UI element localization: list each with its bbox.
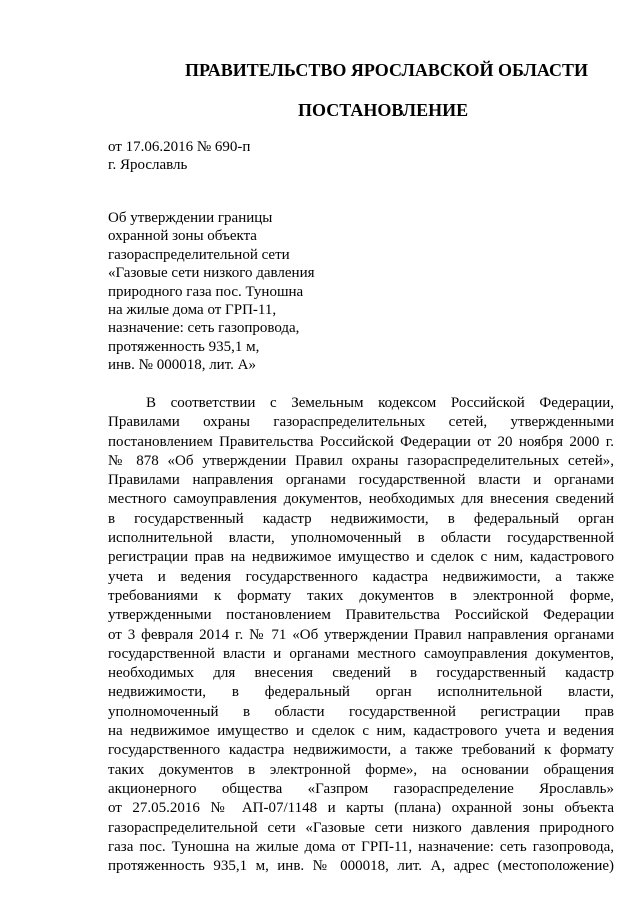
subject-line: «Газовые сети низкого давления xyxy=(108,265,315,282)
body-line: на недвижимое имущество и сделок с ним, кадастрового учета и ведения xyxy=(108,723,614,740)
subject-line: на жилые дома от ГРП-11, xyxy=(108,302,277,319)
body-line: утвержденными постановлением Правительства Российской Федерации xyxy=(108,607,614,624)
body-line: необходимых для внесения сведений в государственный кадастр xyxy=(108,665,614,682)
body-line: газораспределительной сети «Газовые сети низкого давления природного xyxy=(108,819,614,836)
subject-line: газораспределительной сети xyxy=(108,246,290,263)
subject-line: природного газа пос. Туношна xyxy=(108,283,304,300)
city: г. Ярославль xyxy=(108,157,188,173)
body-line: от 3 февраля 2014 г. № 71 «Об утверждении Правил направления органами xyxy=(108,626,614,643)
body-line: В соответствии с Земельным кодексом Российской Федерации, xyxy=(146,395,614,411)
body-line: местного самоуправления документов, необходимых для внесения сведений xyxy=(108,491,614,508)
body-line: Правилами охраны газораспределительных сетей, утвержденными xyxy=(108,414,614,431)
subject-line: Об утверждении границы xyxy=(108,210,273,226)
subject-line: протяженность 935,1 м, xyxy=(108,338,260,355)
government-title: ПРАВИТЕЛЬСТВО ЯРОСЛАВСКОЙ ОБЛАСТИ xyxy=(185,60,589,80)
body-line: учета и ведения государственного кадастра недвижимости, а также xyxy=(108,568,614,585)
body-line: газа пос. Туношна на жилые дома от ГРП-11, назначение: сеть газопровода, xyxy=(108,838,614,855)
body-paragraph xyxy=(108,394,614,876)
body-line: от 27.05.2016 № АП-07/1148 и карты (плана) охранной зоны объекта xyxy=(108,800,614,817)
date-number: от 17.06.2016 № 690-п xyxy=(108,139,251,155)
subject-line: охранной зоны объекта xyxy=(108,228,257,245)
body-line: № 878 «Об утверждении Правил охраны газораспределительных сетей», xyxy=(108,452,614,469)
body-line: уполномоченный в области государственной регистрации прав xyxy=(108,703,614,720)
document-type-title: ПОСТАНОВЛЕНИЕ xyxy=(298,100,469,120)
body-line: государственной власти и органами местного самоуправления документов, xyxy=(108,645,614,662)
body-line: таких документов в электронной форме», на основании обращения xyxy=(108,761,614,778)
subject-block xyxy=(108,209,315,375)
body-line: государственного кадастра недвижимости, а также требований к формату xyxy=(108,742,614,759)
body-line: исполнительной власти, уполномоченный в области государственной xyxy=(108,530,614,547)
body-line: протяженность 935,1 м, инв. № 000018, лит. А, адрес (местоположение) xyxy=(108,858,614,875)
body-line: в государственный кадастр недвижимости, в федеральный орган xyxy=(108,510,614,527)
body-line: требованиями к формату таких документов в электронной форме, xyxy=(108,587,614,604)
body-line: акционерного общества «Газпром газораспределение Ярославль» xyxy=(108,780,614,797)
body-line: недвижимости, в федеральный орган исполнительной власти, xyxy=(108,684,614,701)
subject-line: назначение: сеть газопровода, xyxy=(108,320,300,337)
subject-line: инв. № 000018, лит. А» xyxy=(108,357,256,374)
body-line: регистрации прав на недвижимое имущество и сделок с ним, кадастрового xyxy=(108,549,614,566)
body-line: постановлением Правительства Российской Федерации от 20 ноября 2000 г. xyxy=(108,433,614,450)
body-line: Правилами направления органами государственной власти и органами xyxy=(108,472,614,489)
